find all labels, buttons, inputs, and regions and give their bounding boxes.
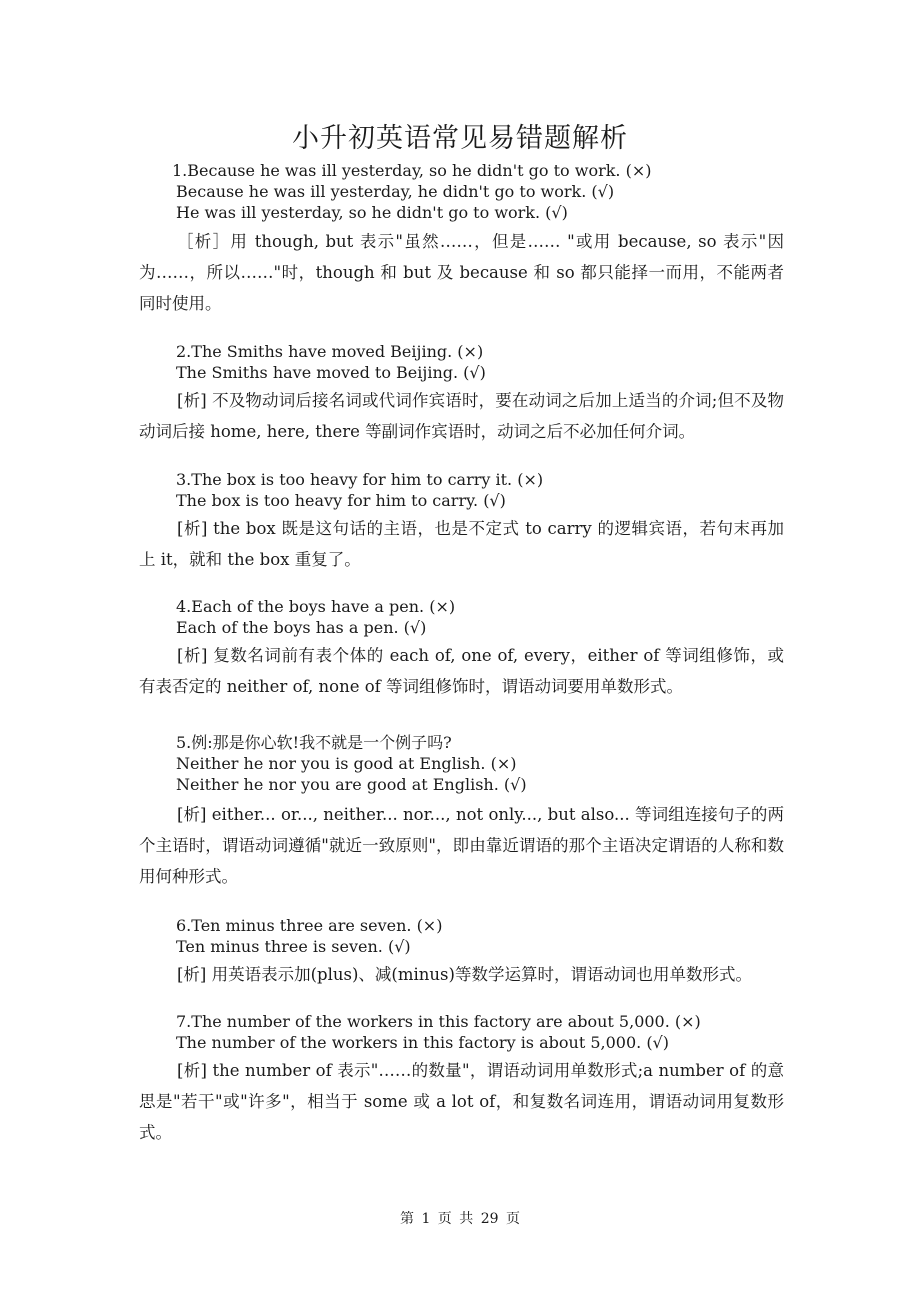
example-block-2 [176, 341, 486, 383]
example-block-3 [176, 469, 543, 511]
example-line: Neither he nor you are good at English. (√) [176, 775, 527, 794]
page-title: 小升初英语常见易错题解析 [292, 123, 628, 154]
example-line: 7.The number of the workers in this factory are about 5,000. (×) [176, 1012, 701, 1031]
example-line: He was ill yesterday, so he didn't go to work. (√) [176, 203, 568, 222]
example-block-6 [176, 915, 442, 957]
example-block-7 [176, 1011, 701, 1053]
example-block-4 [176, 596, 455, 638]
example-line: Neither he nor you is good at English. (×) [176, 754, 517, 773]
example-block-1 [172, 160, 652, 223]
example-block-5 [176, 732, 527, 795]
example-line: Each of the boys has a pen. (√) [176, 618, 427, 637]
analysis-1: ［析］用 though, but 表示"虽然……，但是…… "或用 because, so 表示"因为……，所以……"时，though 和 but 及 because 和 so 都只能择一而用，不能两者同时使用。 [139, 232, 784, 313]
analysis-5: [析] either... or..., neither... nor..., not only..., but also... 等词组连接句子的两个主语时，谓语动词遵循"就近一致原则"，即由靠近谓语的那个主语决定谓语的人称和数用何种形式。 [139, 805, 784, 886]
example-line: 3.The box is too heavy for him to carry it. (×) [176, 470, 544, 489]
example-line: 1.Because he was ill yesterday, so he didn't go to work. (×) [172, 161, 652, 180]
example-line: The box is too heavy for him to carry. (√) [176, 491, 506, 510]
example-line: 6.Ten minus three are seven. (×) [176, 916, 443, 935]
example-line: Because he was ill yesterday, he didn't go to work. (√) [176, 182, 615, 201]
example-line: 2.The Smiths have moved Beijing. (×) [176, 342, 484, 361]
analysis-7: [析] the number of 表示"……的数量"，谓语动词用单数形式;a number of 的意思是"若干"或"许多"，相当于 some 或 a lot of，和复数名词连用，谓语动词用复数形式。 [139, 1061, 784, 1142]
example-line: 4.Each of the boys have a pen. (×) [176, 597, 456, 616]
example-line: Ten minus three is seven. (√) [176, 937, 411, 956]
analysis-6: [析] 用英语表示加(plus)、减(minus)等数学运算时，谓语动词也用单数形式。 [177, 965, 752, 984]
example-line: The number of the workers in this factory is about 5,000. (√) [176, 1033, 669, 1052]
analysis-2: [析] 不及物动词后接名词或代词作宾语时，要在动词之后加上适当的介词;但不及物动词后接 home, here, there 等副词作宾语时，动词之后不必加任何介词。 [139, 391, 784, 441]
analysis-4: [析] 复数名词前有表个体的 each of, one of, every，either of 等词组修饰，或有表否定的 neither of, none of 等词组修饰时，谓语动词要用单数形式。 [139, 646, 784, 696]
analysis-3: [析] the box 既是这句话的主语，也是不定式 to carry 的逻辑宾语，若句末再加上 it，就和 the box 重复了。 [139, 519, 784, 569]
example-line: The Smiths have moved to Beijing. (√) [176, 363, 486, 382]
page-footer: 第 1 页 共 29 页 [400, 1211, 520, 1227]
example-line: 5.例:那是你心软!我不就是一个例子吗? [176, 733, 452, 752]
